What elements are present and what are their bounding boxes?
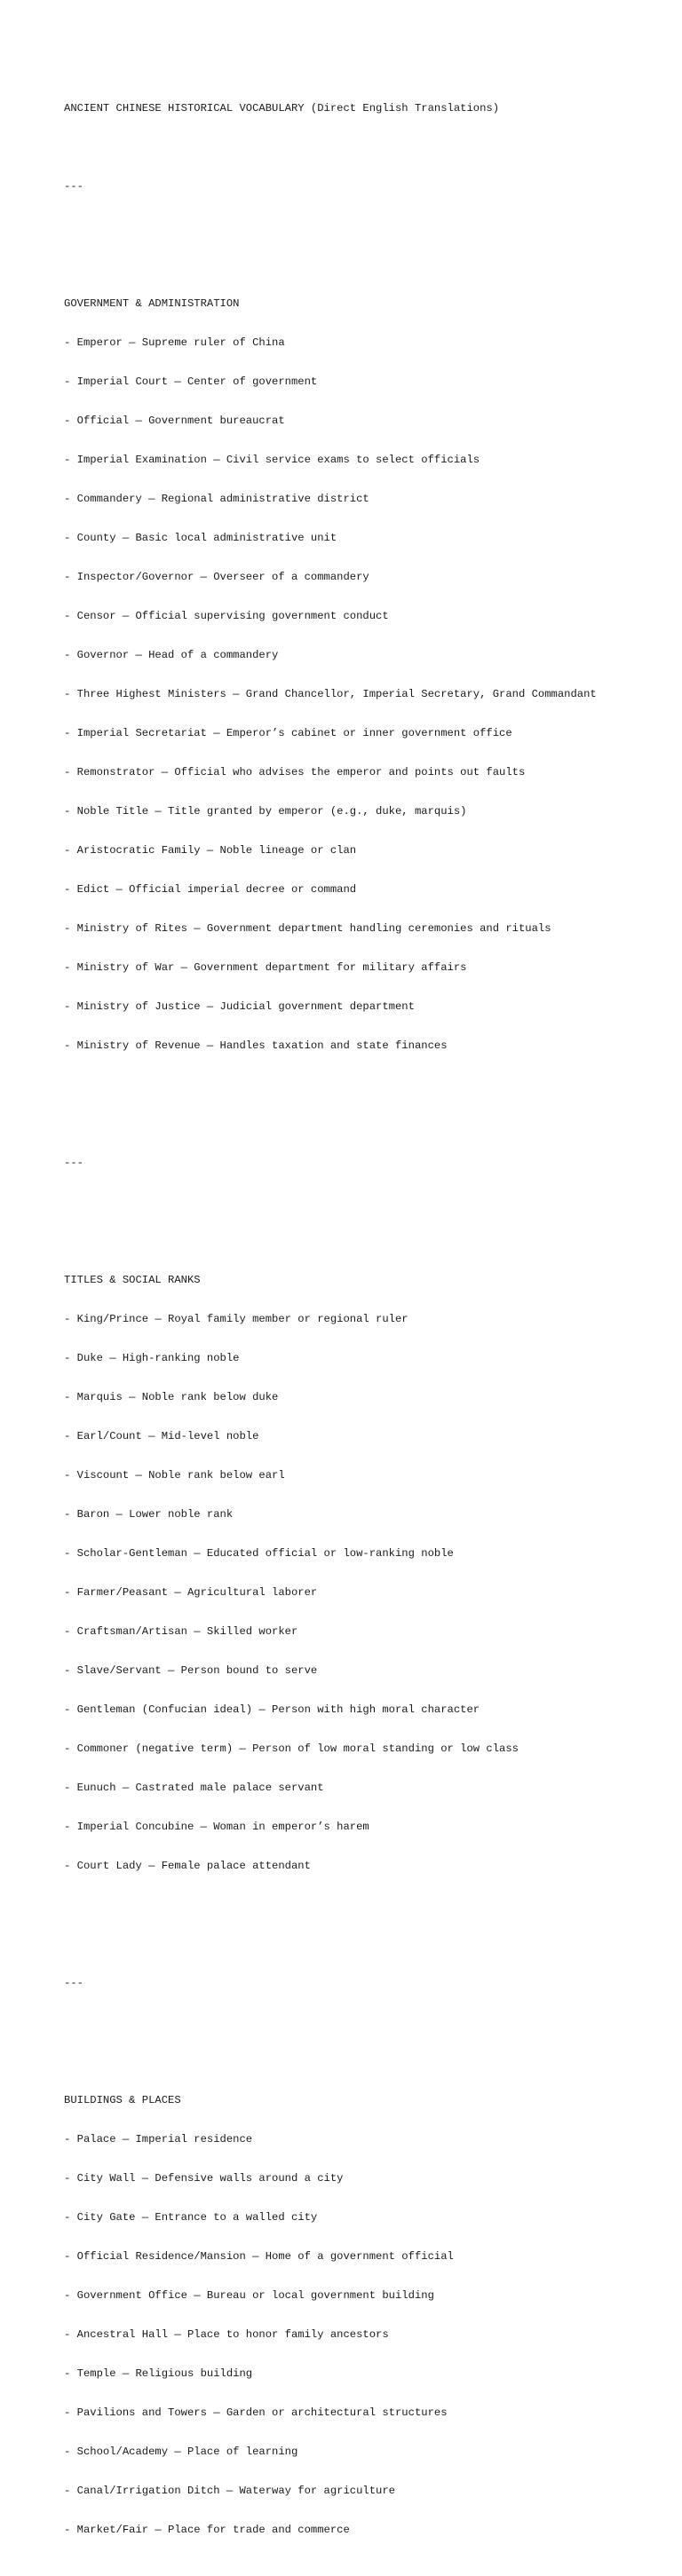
- list-item: - Canal/Irrigation Ditch — Waterway for agriculture: [64, 2485, 395, 2498]
- section-divider: ---: [64, 180, 83, 194]
- list-item: - Ministry of War — Government department for military affairs: [64, 961, 467, 975]
- list-item: - Ancestral Hall — Place to honor family ancestors: [64, 2328, 389, 2342]
- list-item: - Commoner (negative term) — Person of low moral standing or low class: [64, 1742, 519, 1756]
- list-item: - Three Highest Ministers — Grand Chancellor, Imperial Secretary, Grand Commandant: [64, 688, 597, 701]
- list-item: - Pavilions and Towers — Garden or architectural structures: [64, 2406, 448, 2420]
- document-title: ANCIENT CHINESE HISTORICAL VOCABULARY (Direct English Translations): [64, 102, 500, 115]
- list-item: - Market/Fair — Place for trade and commerce: [64, 2524, 350, 2537]
- list-item: - Gentleman (Confucian ideal) — Person with high moral character: [64, 1703, 480, 1717]
- list-item: - Emperor — Supreme ruler of China: [64, 336, 285, 350]
- list-item: - Earl/Count — Mid-level noble: [64, 1430, 259, 1443]
- list-item: - Official Residence/Mansion — Home of a government official: [64, 2250, 454, 2264]
- list-item: - Marquis — Noble rank below duke: [64, 1391, 279, 1404]
- list-item: - Inspector/Governor — Overseer of a commandery: [64, 571, 369, 584]
- list-item: - Viscount — Noble rank below earl: [64, 1469, 285, 1482]
- list-item: - Scholar-Gentleman — Educated official or low-ranking noble: [64, 1547, 454, 1561]
- list-item: - Censor — Official supervising government conduct: [64, 610, 389, 623]
- list-item: - Ministry of Rites — Government department handling ceremonies and rituals: [64, 922, 551, 936]
- blank-line: [64, 1118, 677, 1131]
- list-item: - Ministry of Revenue — Handles taxation and state finances: [64, 1039, 448, 1053]
- list-item: - Temple — Religious building: [64, 2367, 253, 2381]
- list-item: - City Wall — Defensive walls around a city: [64, 2172, 344, 2185]
- section-buildings-places: [64, 2068, 677, 2563]
- list-item: - Remonstrator — Official who advises the emperor and points out faults: [64, 766, 526, 779]
- list-item: - Government Office — Bureau or local government building: [64, 2289, 434, 2303]
- list-item: - Duke — High-ranking noble: [64, 1352, 240, 1365]
- list-item: - Court Lady — Female palace attendant: [64, 1860, 311, 1873]
- list-item: - Noble Title — Title granted by emperor (e.g., duke, marquis): [64, 805, 467, 818]
- list-item: - Commandery — Regional administrative district: [64, 493, 369, 506]
- list-item: - Imperial Court — Center of government: [64, 375, 318, 389]
- list-item: - Edict — Official imperial decree or command: [64, 883, 357, 897]
- blank-line: [64, 1938, 677, 1951]
- list-item: - City Gate — Entrance to a walled city: [64, 2211, 318, 2224]
- section-heading: BUILDINGS & PLACES: [64, 2094, 181, 2107]
- list-item: - Palace — Imperial residence: [64, 2133, 253, 2146]
- document-page: [64, 76, 677, 2576]
- list-item: - Aristocratic Family — Noble lineage or clan: [64, 844, 357, 857]
- section-heading: TITLES & SOCIAL RANKS: [64, 1274, 201, 1287]
- blank-line: [64, 219, 677, 233]
- blank-line: [64, 2016, 677, 2029]
- list-item: - Imperial Concubine — Woman in emperor’s harem: [64, 1821, 369, 1834]
- list-item: - Imperial Examination — Civil service exams to select officials: [64, 454, 480, 467]
- section-divider: ---: [64, 1157, 83, 1170]
- list-item: - Governor — Head of a commandery: [64, 649, 279, 662]
- list-item: - Baron — Lower noble rank: [64, 1508, 234, 1521]
- section-titles-ranks: [64, 1248, 677, 1899]
- list-item: - Slave/Servant — Person bound to serve: [64, 1664, 318, 1678]
- list-item: - Official — Government bureaucrat: [64, 415, 285, 428]
- list-item: - Craftsman/Artisan — Skilled worker: [64, 1625, 298, 1639]
- list-item: - Eunuch — Castrated male palace servant: [64, 1782, 324, 1795]
- list-item: - County — Basic local administrative unit: [64, 532, 337, 545]
- section-heading: GOVERNMENT & ADMINISTRATION: [64, 297, 240, 311]
- list-item: - Farmer/Peasant — Agricultural laborer: [64, 1586, 318, 1600]
- blank-line: [64, 1196, 677, 1209]
- section-government: [64, 272, 677, 1079]
- list-item: - Ministry of Justice — Judicial government department: [64, 1000, 415, 1014]
- blank-line: [64, 141, 677, 154]
- list-item: - School/Academy — Place of learning: [64, 2446, 298, 2459]
- list-item: - Imperial Secretariat — Emperor’s cabinet or inner government office: [64, 727, 512, 740]
- section-divider: ---: [64, 1977, 83, 1990]
- list-item: - King/Prince — Royal family member or regional ruler: [64, 1313, 408, 1326]
